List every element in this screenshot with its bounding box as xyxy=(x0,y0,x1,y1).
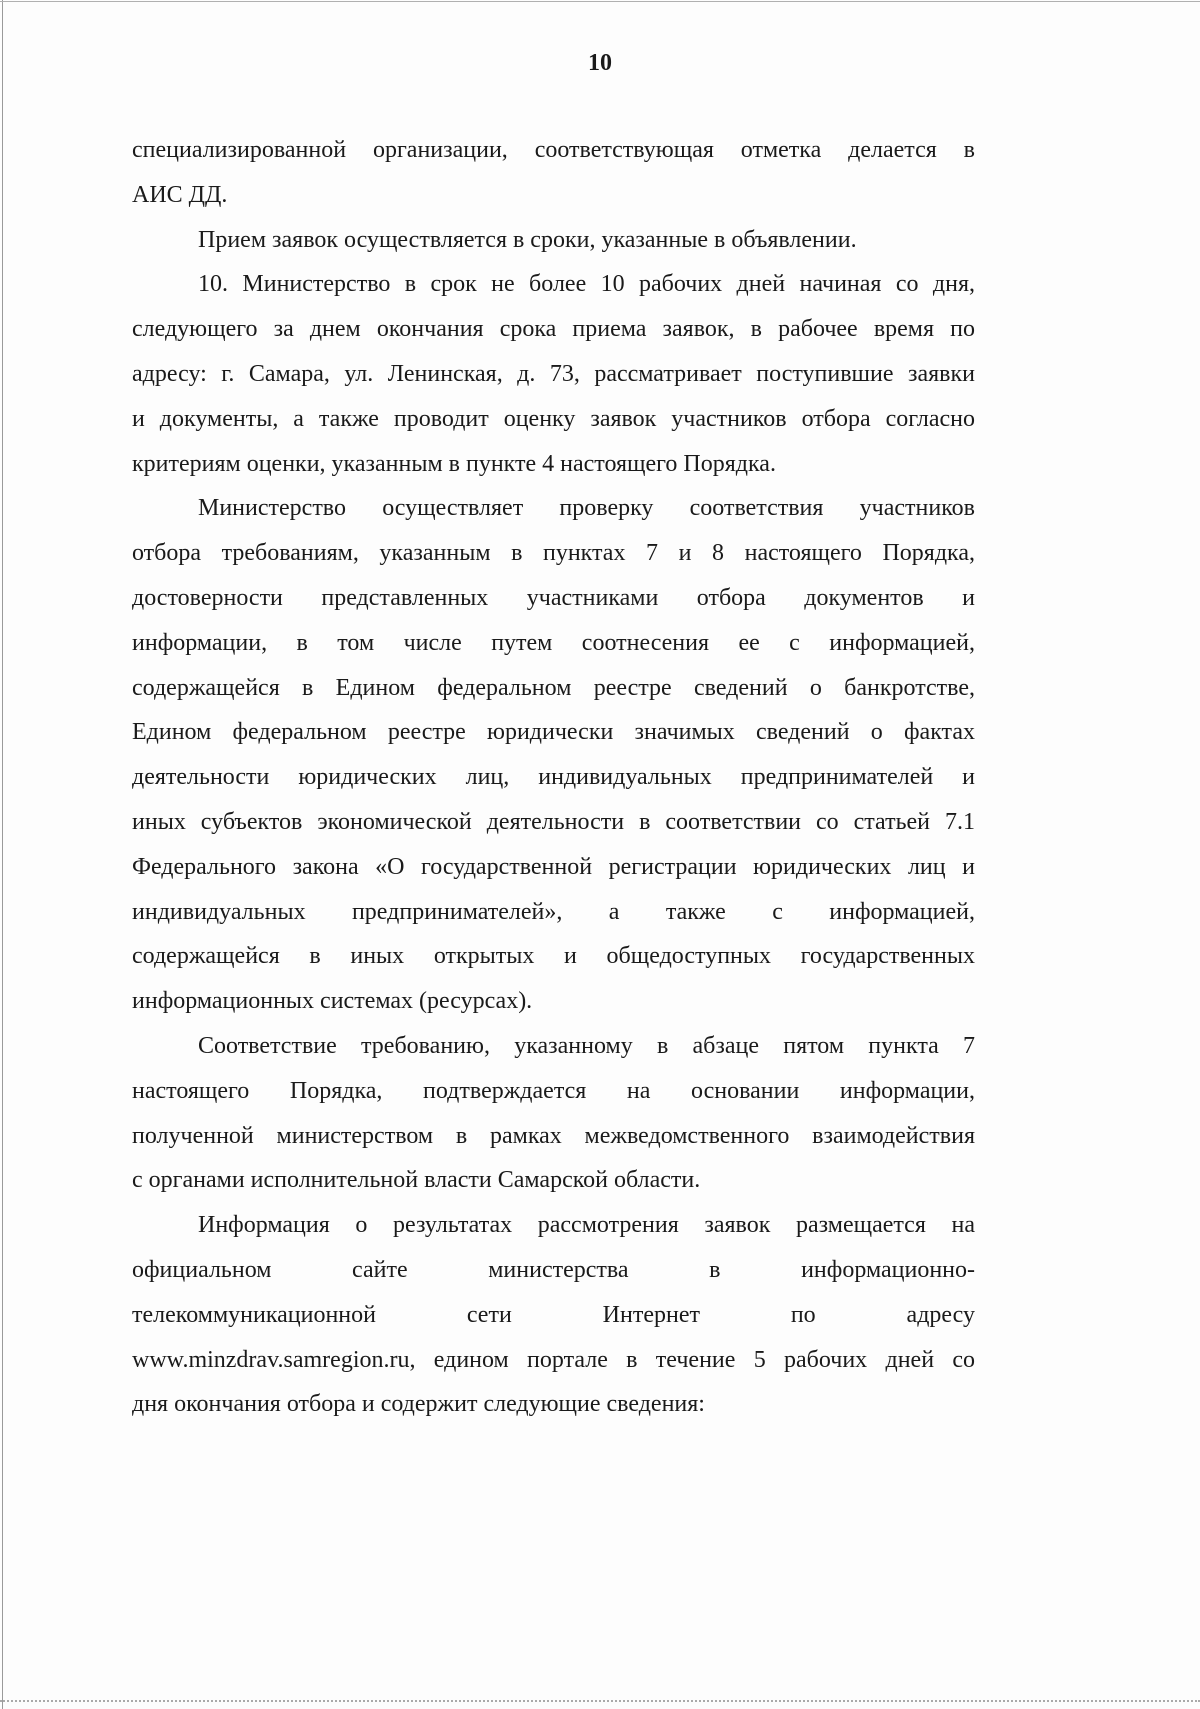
text-line: официальном сайте министерства в информационно- xyxy=(132,1256,975,1283)
paragraph xyxy=(132,224,975,269)
page-number: 10 xyxy=(588,50,612,76)
paragraph xyxy=(132,268,975,492)
text-line: адресу: г. Самара, ул. Ленинская, д. 73, рассматривает поступившие заявки xyxy=(132,360,975,387)
text-line: индивидуальных предпринимателей», а также с информацией, xyxy=(132,898,975,925)
text-line: полученной министерством в рамках межведомственного взаимодействия xyxy=(132,1122,975,1149)
text-line: содержащейся в Едином федеральном реестре сведений о банкротстве, xyxy=(132,674,975,701)
text-line: информации, в том числе путем соотнесения ее с информацией, xyxy=(132,629,975,656)
text-line: телекоммуникационной сети Интернет по адресу xyxy=(132,1301,975,1328)
text-line: информационных системах (ресурсах). xyxy=(132,988,533,1015)
text-line: Министерство осуществляет проверку соответствия участников xyxy=(198,495,975,522)
text-line: Едином федеральном реестре юридически значимых сведений о фактах xyxy=(132,719,975,746)
text-line: www.minzdrav.samregion.ru, едином портале в течение 5 рабочих дней со xyxy=(132,1346,975,1373)
text-line: дня окончания отбора и содержит следующие сведения: xyxy=(132,1391,705,1418)
text-line: Федерального закона «О государственной регистрации юридических лиц и xyxy=(132,853,975,880)
text-line: содержащейся в иных открытых и общедоступных государственных xyxy=(132,943,975,970)
text-line: иных субъектов экономической деятельности в соответствии со статьей 7.1 xyxy=(132,808,975,835)
text-line: деятельности юридических лиц, индивидуальных предпринимателей и xyxy=(132,764,975,791)
scan-edge-left xyxy=(2,0,3,1709)
text-line: достоверности представленных участниками отбора документов и xyxy=(132,584,975,611)
text-line: отбора требованиям, указанным в пунктах 7 и 8 настоящего Порядка, xyxy=(132,540,975,567)
paragraph xyxy=(132,492,975,1030)
paragraph xyxy=(132,1030,975,1209)
text-line: АИС ДД. xyxy=(132,181,228,208)
text-line: и документы, а также проводит оценку заявок участников отбора согласно xyxy=(132,405,975,432)
text-line: следующего за днем окончания срока приема заявок, в рабочее время по xyxy=(132,316,975,343)
scan-edge-top xyxy=(0,1,1200,2)
text-line: Прием заявок осуществляется в сроки, указанные в объявлении. xyxy=(198,226,857,253)
text-line: Соответствие требованию, указанному в абзаце пятом пункта 7 xyxy=(198,1032,975,1059)
text-line: с органами исполнительной власти Самарской области. xyxy=(132,1167,701,1194)
scan-edge-bottom xyxy=(0,1700,1200,1702)
text-line: настоящего Порядка, подтверждается на основании информации, xyxy=(132,1077,975,1104)
paragraph xyxy=(132,1209,975,1433)
text-line: 10. Министерство в срок не более 10 рабочих дней начиная со дня, xyxy=(198,271,975,298)
paragraph xyxy=(132,134,975,224)
text-line: Информация о результатах рассмотрения заявок размещается на xyxy=(198,1212,975,1239)
text-line: специализированной организации, соответствующая отметка делается в xyxy=(132,137,975,163)
document-body xyxy=(132,134,975,1433)
text-line: критериям оценки, указанным в пункте 4 настоящего Порядка. xyxy=(132,450,776,477)
